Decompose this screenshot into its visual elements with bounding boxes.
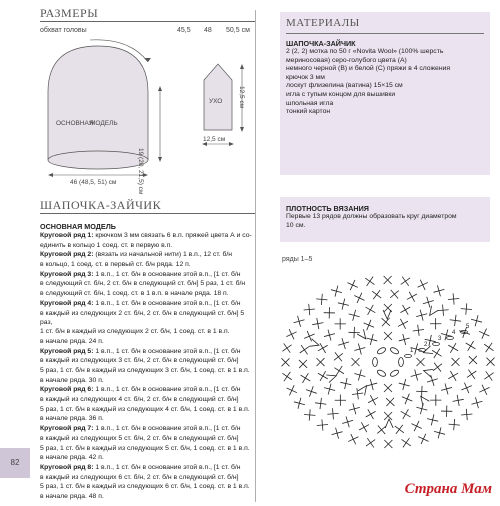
single-crochet-symbol [448,371,458,381]
single-crochet-symbol [486,358,494,366]
single-crochet-symbol [347,280,357,290]
single-crochet-symbol [430,394,441,405]
materials-title: МАТЕРИАЛЫ [286,17,360,29]
chain-stitch [389,369,399,378]
pattern-line [40,356,255,365]
page-number: 82 [0,448,30,478]
row-text: в начале ряда. 42 п. [40,454,104,462]
single-crochet-symbol [368,395,378,405]
main-model-label-1: ОСНОВНАЯ [56,120,94,127]
single-crochet-symbol [335,318,346,329]
single-crochet-symbol [281,358,289,366]
single-crochet-symbol [349,403,360,414]
single-crochet-symbol [340,378,351,389]
row-label: Круговой ряд 3: [40,270,94,278]
row-text: 1 в.п., 1 ст. б/н в основание этой в.п., [1 ст. б/н [93,270,241,278]
increase-symbol [326,372,337,382]
materials-divider [286,33,484,34]
pattern-line [40,241,255,250]
row-text: в каждый из следующих 5 ст. б/н, 2 ст. б/н в следующий ст. б/н] [40,434,239,442]
single-crochet-symbol [448,343,458,353]
pattern-line [40,395,255,404]
row-number: 4 [452,330,456,336]
single-crochet-symbol [434,427,445,438]
single-crochet-symbol [407,292,417,302]
single-crochet-symbol [364,320,374,330]
single-crochet-symbol [352,388,363,399]
single-crochet-symbol [318,343,328,353]
single-crochet-symbol [354,293,364,303]
single-crochet-symbol [418,434,428,444]
increase-symbol [426,306,438,318]
single-crochet-symbol [411,421,421,431]
increase-symbol [357,329,369,341]
single-crochet-symbol [402,438,411,447]
height-dimension: 19 (20, 21,5) см [137,148,144,195]
pattern-line [40,260,255,269]
single-crochet-symbol [401,409,411,419]
single-crochet-symbol [287,385,297,395]
text-line: Первые 13 рядов должны образовать круг диаметром [286,213,457,220]
row-label: Круговой ряд 7: [40,425,94,433]
row-label: Круговой ряд 6: [40,386,94,394]
pattern-line [40,366,255,375]
pattern-line [40,453,255,462]
single-crochet-symbol [418,280,428,290]
single-crochet-symbol [335,395,346,406]
increase-symbol [385,419,393,428]
density-text [286,213,486,230]
row-text: 5 раз, 1 ст. б/н в каждый из следующих 5 ст. б/н, 1 соед. ст. в 1 в.п. [40,444,250,452]
single-crochet-symbol [398,319,408,329]
increase-symbol [418,394,430,406]
row-text: 1 ст. б/н в каждый из следующих 2 ст. б/н, 1 соед. ст. в 1 в.п. [40,328,230,336]
row-text: в каждый из следующих 4 ст. б/н, 2 ст. б/н в следующий ст. б/н] [40,396,239,404]
text-line: 2 (2, 2) мотка по 50 г «Novita Wool» (100% шерсть [286,48,444,55]
row-number: 5 [466,324,470,330]
main-model-label-2: МОДЕЛЬ [90,120,118,127]
single-crochet-symbol [300,345,309,354]
single-crochet-symbol [382,318,390,326]
row-text: в каждый из следующих 2 ст. б/н, 2 ст. б/н в следующий ст. б/н] 5 раз, [40,309,245,326]
single-crochet-symbol [479,385,489,395]
single-crochet-symbol [348,434,358,444]
single-crochet-symbol [471,315,482,326]
single-crochet-symbol [377,426,386,435]
head-circumference-label: обхват головы [40,27,87,34]
row-text: в каждый из следующих 3 ст. б/н, 2 ст. б/н в следующий ст. б/н] [40,357,239,365]
single-crochet-symbol [317,419,328,430]
slip-stitch [405,354,412,357]
pattern-instructions [40,231,255,502]
materials-subtitle: ШАПОЧКА-ЗАЙЧИК [286,39,356,48]
single-crochet-symbol [338,299,349,310]
sizes-divider [40,21,255,22]
pattern-line [40,482,255,491]
pattern-title: ШАПОЧКА-ЗАЙЧИК [40,198,162,212]
column-divider [255,10,256,502]
single-crochet-symbol [466,341,476,351]
chain-stitch [376,346,386,355]
pattern-line [40,347,255,356]
pattern-line [40,434,255,443]
pattern-line [40,444,255,453]
row-text: в начале ряда. 36 п. [40,415,104,423]
row-text: в следующий ст. б/н, 1 соед. ст. в 1 в.п. в начале ряда. 18 п. [40,290,229,298]
single-crochet-symbol [437,305,448,316]
size-value-2: 48 [204,27,212,34]
single-crochet-symbol [448,293,459,304]
single-crochet-symbol [331,286,342,297]
single-crochet-symbol [449,419,460,430]
row-text: в начале ряда. 24 п. [40,337,104,345]
chain-stitch [376,369,386,378]
row-label: Круговой ряд 8: [40,463,94,471]
single-crochet-symbol [294,316,305,327]
single-crochet-symbol [384,440,392,448]
single-crochet-symbol [384,384,392,392]
row-text: (вязать из начальной нити) 1 в.п., 12 ст. б/н [93,251,233,259]
pattern-line [40,405,255,414]
single-crochet-symbol [334,352,343,361]
single-crochet-symbol [427,414,438,425]
row-text: в каждый из следующих 6 ст. б/н, 2 ст. б/н в следующий ст. б/н] [40,473,239,481]
single-crochet-symbol [432,349,442,359]
pattern-line [40,289,255,298]
text-line: шпольная игла [286,99,334,107]
row-text: 5 раз, 1 ст. б/н в каждый из следующих 4 ст. б/н, 1 соед. ст. в 1 в.п. [40,405,250,413]
sizes-title: РАЗМЕРЫ [40,6,99,20]
chain-stitch [389,346,399,355]
ear-width-dimension: 12,5 см [203,136,226,143]
single-crochet-symbol [384,276,392,284]
text-line: мериносовая) серо-голубого цвета (А) [286,56,407,64]
text-line: игла с тупым концом для вышивки [286,90,396,98]
single-crochet-symbol [342,416,353,427]
single-crochet-symbol [338,338,349,349]
single-crochet-symbol [390,290,399,299]
single-crochet-symbol [324,330,335,341]
single-crochet-symbol [301,373,311,383]
width-dimension: 46 (48,5, 51) см [70,179,117,186]
ear-height-dimension: 12,5 см [238,86,245,109]
single-crochet-symbol [324,307,335,318]
pattern-line [40,424,255,433]
single-crochet-symbol [479,329,489,339]
row-number: 1 [410,348,414,354]
crochet-chart [270,262,500,462]
row-label: Круговой ряд 1: [40,232,94,239]
single-crochet-symbol [423,297,434,308]
single-crochet-symbol [282,343,291,352]
single-crochet-symbol [400,305,410,315]
single-crochet-symbol [334,366,344,376]
size-value-1: 45,5 [177,27,191,34]
row-text: единить в кольцо 1 соед. ст. в первую в.п. [40,241,173,249]
row-text: в начале ряда. 30 п. [40,376,104,384]
row-text: в следующий ст. б/н, 2 ст. б/н в следующий ст. б/н] 5 раз, 1 ст. б/н [40,280,246,288]
pattern-line [40,327,255,336]
chain-stitch [399,358,404,367]
single-crochet-symbol [399,379,410,390]
single-crochet-symbol [413,325,424,336]
single-crochet-symbol [286,329,296,339]
single-crochet-symbol [352,358,360,366]
pattern-subtitle: ОСНОВНАЯ МОДЕЛЬ [40,222,116,231]
single-crochet-symbol [354,370,365,381]
pattern-line [40,279,255,288]
single-crochet-symbol [349,310,360,321]
slip-stitch [447,336,454,339]
pattern-line [40,473,255,482]
single-crochet-symbol [316,294,327,305]
single-crochet-symbol [282,372,291,381]
row-text: в начале ряда. 48 п. [40,492,104,500]
row-label: Круговой ряд 5: [40,347,94,355]
row-number: 2 [424,342,428,348]
single-crochet-symbol [366,334,377,345]
slip-stitch [433,342,440,345]
row-label: Круговой ряд 4: [40,299,94,307]
pattern-line [40,309,255,327]
single-crochet-symbol [416,386,427,397]
single-crochet-symbol [441,383,452,394]
single-crochet-symbol [354,344,365,355]
pattern-line [40,492,255,501]
density-title: ПЛОТНОСТЬ ВЯЗАНИЯ [286,204,369,213]
single-crochet-symbol [401,277,410,286]
single-crochet-symbol [471,397,482,408]
single-crochet-symbol [294,398,305,409]
single-crochet-symbol [316,358,324,366]
single-crochet-symbol [484,371,493,380]
single-crochet-symbol [306,386,317,397]
single-crochet-symbol [384,412,392,420]
text-line: немного черной (В) и белой (С) пряжи в 4 сложения [286,65,451,73]
single-crochet-symbol [461,383,471,393]
pattern-line [40,270,255,279]
single-crochet-symbol [349,327,360,338]
ear-label: УХО [209,98,223,105]
chain-stitch [373,358,378,367]
single-crochet-symbol [315,398,326,409]
row-label: Круговой ряд 2: [40,251,94,259]
single-crochet-symbol [402,394,412,404]
row-text: крючком 3 мм связать 6 в.п. пряжей цвета А и со- [93,232,252,239]
single-crochet-symbol [395,425,404,434]
single-crochet-symbol [417,358,425,366]
single-crochet-symbol [484,343,493,352]
row-text: 1 в.п., 1 ст. б/н в основание этой в.п., [1 ст. б/н [93,299,241,307]
single-crochet-symbol [312,318,323,329]
single-crochet-symbol [441,406,452,417]
row-text: 1 в.п., 1 ст. б/н в основание этой в.п., [1 ст. б/н [93,425,241,433]
row-text: 1 в.п., 1 ст. б/н в основание этой в.п., [1 ст. б/н [93,386,241,394]
single-crochet-symbol [366,438,375,447]
single-crochet-symbol [386,398,394,406]
single-crochet-symbol [416,403,427,414]
single-crochet-symbol [469,356,477,364]
row-text: 5 раз, 1 ст. б/н в каждый из следующих 6 ст. б/н, 1 соед. ст. в 1 в.п. [40,483,250,491]
single-crochet-symbol [366,379,377,390]
single-crochet-symbol [467,370,476,379]
text-line: крючок 3 мм [286,73,325,81]
single-crochet-symbol [366,409,376,419]
pattern-line [40,299,255,308]
single-crochet-symbol [384,332,392,340]
single-crochet-symbol [411,370,422,381]
row-text: 1 в.п., 1 ст. б/н в основание этой в.п., [1 ст. б/н [93,463,241,471]
row-number: 3 [438,336,442,342]
single-crochet-symbol [461,303,472,314]
single-crochet-symbol [433,285,444,296]
single-crochet-symbol [399,334,410,345]
single-crochet-symbol [304,409,315,420]
pattern-line [40,250,255,259]
pattern-line [40,337,255,346]
text-line: лоскут флизелина (ватина) 15×15 см [286,82,403,90]
row-text: 1 в.п., 1 ст. б/н в основание этой в.п., [1 ст. б/н [93,347,241,355]
single-crochet-symbol [430,318,441,329]
row-text: в кольцо, 1 соед. ст. в первый ст. б/н ряда. 12 п. [40,261,191,269]
size-value-3: 50,5 см [226,27,250,34]
single-crochet-symbol [427,375,438,386]
single-crochet-symbol [433,363,442,372]
pattern-line [40,376,255,385]
pattern-line [40,463,255,472]
single-crochet-symbol [299,360,307,368]
single-crochet-symbol [372,290,381,299]
single-crochet-symbol [450,315,461,326]
single-crochet-symbol [453,395,464,406]
increase-symbol [422,367,433,377]
materials-list [286,48,486,117]
single-crochet-symbol [304,304,315,315]
text-line: тонкий картон [286,108,331,116]
text-line: 10 см. [286,221,306,229]
single-crochet-symbol [365,277,374,286]
single-crochet-symbol [461,409,472,420]
site-logo: Страна Мам [404,481,492,497]
single-crochet-symbol [318,371,328,381]
single-crochet-symbol [359,422,369,432]
single-crochet-symbol [332,428,343,439]
chart-rows-label: ряды 1–5 [282,256,313,263]
single-crochet-symbol [327,408,338,419]
pattern-divider [40,213,255,214]
single-crochet-symbol [366,305,376,315]
single-crochet-symbol [324,384,335,395]
single-crochet-symbol [451,358,459,366]
density-box [280,197,490,242]
pattern-line [40,414,255,423]
single-crochet-symbol [416,310,427,321]
pattern-line [40,385,255,394]
row-text: 5 раз, 1 ст. б/н в каждый из следующих 3 ст. б/н, 1 соед. ст. в 1 в.п. [40,367,250,375]
materials-box [280,12,490,175]
pattern-line [40,231,255,240]
